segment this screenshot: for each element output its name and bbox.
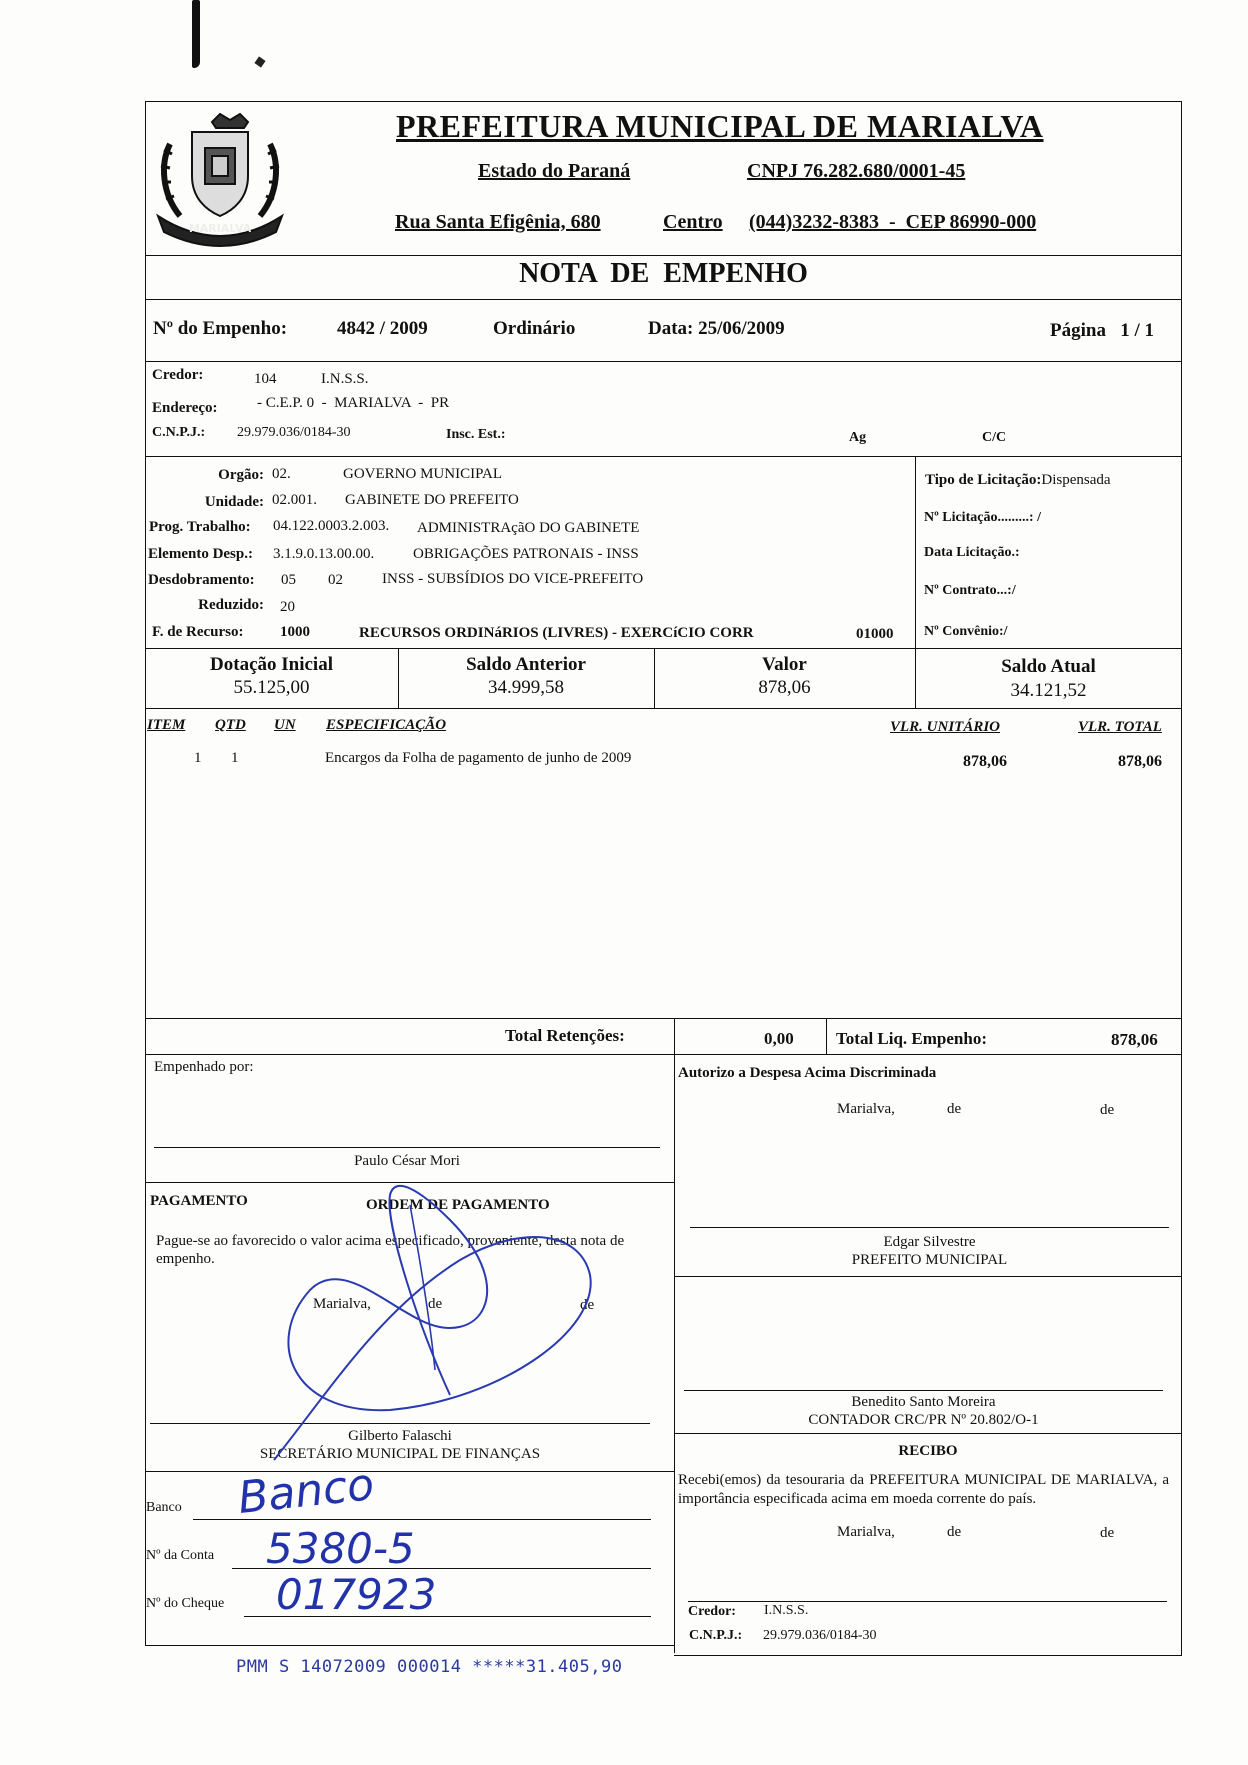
row-item: 1 xyxy=(194,750,202,766)
orgao-name: GOVERNO MUNICIPAL xyxy=(343,466,503,482)
municipal-seal xyxy=(150,104,290,254)
elem-name: OBRIGAÇÕES PATRONAIS - INSS xyxy=(413,546,639,562)
recibo-credor-label: Credor: xyxy=(688,1604,736,1619)
licitacao-numero: Nº Licitação.........: / xyxy=(924,510,1041,525)
pagamento-city: Marialva, xyxy=(313,1296,371,1312)
org-cnpj: CNPJ 76.282.680/0001-45 xyxy=(747,160,966,182)
autorizo-de1: de xyxy=(947,1101,962,1117)
financas-role: SECRETÁRIO MUNICIPAL DE FINANÇAS xyxy=(259,1446,541,1462)
autorizo-label: Autorizo a Despesa Acima Discriminada xyxy=(678,1065,937,1081)
licitacao-data: Data Licitação.: xyxy=(924,545,1020,560)
pagamento-text: Pague-se ao favorecido o valor acima especificado, proveniente, desta nota de empenho. xyxy=(156,1233,625,1267)
credor-code: 104 xyxy=(254,371,277,387)
banco-label: Banco xyxy=(146,1500,182,1515)
col-unit-value: VLR. UNITÁRIO xyxy=(890,719,1001,735)
licitacao-convenio: Nº Convênio:/ xyxy=(924,624,1008,639)
col-total-value: VLR. TOTAL xyxy=(1078,719,1162,735)
fonte-code: 1000 xyxy=(280,624,310,640)
recibo-city: Marialva, xyxy=(837,1524,895,1540)
cnpj-value: 29.979.036/0184-30 xyxy=(237,425,351,440)
saldo-atual-label: Saldo Atual xyxy=(1001,656,1096,677)
scan-mark xyxy=(192,0,200,68)
svg-text:MARIALVA: MARIALVA xyxy=(188,222,252,235)
pagamento-de1: de xyxy=(428,1296,443,1312)
licitacao-tipo xyxy=(925,472,1111,489)
ordem-pagamento-label: ORDEM DE PAGAMENTO xyxy=(366,1197,550,1213)
col-un: UN xyxy=(274,717,296,733)
col-spec: ESPECIFICAÇÃO xyxy=(326,717,447,733)
endereco-value: - C.E.P. 0 - MARIALVA - PR xyxy=(257,395,450,411)
liq-value: 878,06 xyxy=(1111,1030,1158,1049)
prog-label: Prog. Trabalho: xyxy=(149,519,251,535)
org-title: PREFEITURA MUNICIPAL DE MARIALVA xyxy=(396,108,1044,144)
licitacao-tipo-label: Tipo de Licitação: xyxy=(925,472,1042,488)
insc-label: Insc. Est.: xyxy=(446,427,506,442)
empenhado-label: Empenhado por: xyxy=(154,1059,254,1075)
desd-code2: 02 xyxy=(328,572,343,588)
reduzido-value: 20 xyxy=(280,599,295,615)
contador-name: Benedito Santo Moreira xyxy=(851,1394,996,1410)
valor-value: 878,06 xyxy=(758,677,811,698)
row-unit-value: 878,06 xyxy=(963,753,1007,770)
doc-title: NOTA DE EMPENHO xyxy=(519,258,808,289)
row-total-value: 878,06 xyxy=(1118,753,1162,770)
scan-mark-dot xyxy=(254,56,265,67)
desd-name: INSS - SUBSÍDIOS DO VICE-PREFEITO xyxy=(382,571,644,587)
state-name: Estado do Paraná xyxy=(478,160,631,182)
orgao-code: 02. xyxy=(272,466,291,482)
recibo-cnpj-label: C.N.P.J.: xyxy=(689,1628,743,1643)
saldo-atual-value: 34.121,52 xyxy=(1010,680,1087,701)
org-phone-cep: (044)3232-8383 - CEP 86990-000 xyxy=(749,211,1037,233)
cheque-handwritten: 017923 xyxy=(276,1570,437,1619)
elem-label: Elemento Desp.: xyxy=(148,546,253,562)
valor-label: Valor xyxy=(762,654,807,675)
recibo-de1: de xyxy=(947,1524,962,1540)
recibo-credor-value: I.N.S.S. xyxy=(764,1603,809,1618)
conta-handwritten: 5380-5 xyxy=(266,1524,415,1573)
licitacao-contrato: Nº Contrato...:/ xyxy=(924,583,1016,598)
org-street: Rua Santa Efigênia, 680 xyxy=(395,211,601,233)
empenho-number: 4842 / 2009 xyxy=(337,318,428,339)
credor-name: I.N.S.S. xyxy=(321,371,369,387)
credor-label: Credor: xyxy=(152,367,204,383)
conta-label: Nº da Conta xyxy=(146,1548,215,1563)
empenhado-name: Paulo César Mori xyxy=(354,1153,460,1169)
fonte-name: RECURSOS ORDINáRIOS (LIVRES) - EXERCíCIO CORR xyxy=(359,625,754,641)
cnpj-label: C.N.P.J.: xyxy=(152,425,206,440)
reduzido-label: Reduzido: xyxy=(198,597,264,613)
elem-code: 3.1.9.0.13.00.00. xyxy=(273,546,375,562)
prefeito-name: Edgar Silvestre xyxy=(883,1234,976,1250)
recibo-de2: de xyxy=(1100,1525,1115,1541)
unidade-label: Unidade: xyxy=(204,494,264,510)
prefeito-role: PREFEITO MUNICIPAL xyxy=(851,1252,1008,1268)
processing-stamp: PMM S 14072009 000014 *****31.405,90 xyxy=(236,1657,623,1677)
saldo-anterior-value: 34.999,58 xyxy=(488,677,564,698)
autorizo-city: Marialva, xyxy=(837,1101,895,1117)
unidade-code: 02.001. xyxy=(272,492,317,508)
fonte-code2: 01000 xyxy=(856,626,894,642)
licitacao-tipo-value: Dispensada xyxy=(1041,472,1111,488)
org-district: Centro xyxy=(663,211,723,233)
pagamento-de2: de xyxy=(580,1297,595,1313)
retencoes-label: Total Retenções: xyxy=(505,1026,625,1045)
endereco-label: Endereço: xyxy=(152,400,218,416)
banco-handwritten: Banco xyxy=(235,1459,377,1524)
empenho-type: Ordinário xyxy=(493,318,576,339)
row-spec: Encargos da Folha de pagamento de junho de 2009 xyxy=(325,750,632,766)
saldo-anterior-label: Saldo Anterior xyxy=(466,654,586,675)
row-qtd: 1 xyxy=(231,750,239,766)
recibo-cnpj-value: 29.979.036/0184-30 xyxy=(763,1628,877,1643)
contador-role: CONTADOR CRC/PR Nº 20.802/O-1 xyxy=(808,1412,1039,1428)
pagamento-label: PAGAMENTO xyxy=(150,1193,248,1209)
col-item: ITEM xyxy=(147,717,186,733)
recibo-label: RECIBO xyxy=(898,1443,958,1459)
fonte-label: F. de Recurso: xyxy=(152,624,244,640)
page-number: Página 1 / 1 xyxy=(1050,320,1154,341)
unidade-name: GABINETE DO PREFEITO xyxy=(345,492,519,508)
cc-label: C/C xyxy=(982,430,1007,445)
empenho-number-label: Nº do Empenho: xyxy=(153,318,288,339)
prog-name: ADMINISTRAçãO DO GABINETE xyxy=(417,520,640,536)
signature-scribble xyxy=(270,1170,670,1470)
desd-label: Desdobramento: xyxy=(148,572,255,588)
dotacao-label: Dotação Inicial xyxy=(210,654,333,675)
empenho-date: Data: 25/06/2009 xyxy=(648,318,785,339)
prog-code: 04.122.0003.2.003. xyxy=(273,518,390,534)
orgao-label: Orgão: xyxy=(218,467,264,483)
ag-label: Ag xyxy=(849,430,867,445)
dotacao-value: 55.125,00 xyxy=(233,677,310,698)
autorizo-de2: de xyxy=(1100,1102,1115,1118)
liq-label: Total Liq. Empenho: xyxy=(836,1029,987,1048)
financas-name: Gilberto Falaschi xyxy=(348,1428,452,1444)
recibo-text: Recebi(emos) da tesouraria da PREFEITURA MUNICIPAL DE MARIALVA, a importância especificada acima em moeda corrente do país. xyxy=(678,1472,1169,1507)
col-qtd: QTD xyxy=(215,717,246,733)
cheque-label: Nº do Cheque xyxy=(146,1596,225,1611)
retencoes-value: 0,00 xyxy=(764,1029,794,1048)
desd-code1: 05 xyxy=(281,572,296,588)
